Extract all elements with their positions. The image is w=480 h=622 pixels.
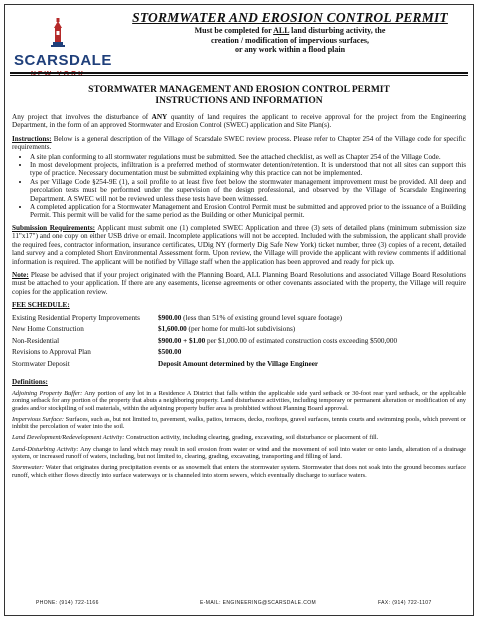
logo-wordmark: SCARSDALE [14, 52, 112, 69]
list-item: • In most development projects, infiltration is a preferred method of stormwater detention/retention. It is understood that not all sites can support this type of practice. Necessary documentation must be submitted explaining why this practice can not be implemented. [30, 161, 466, 178]
fee-schedule-heading: FEE SCHEDULE: [12, 301, 70, 310]
header-line-3: or any work within a flood plain [234, 45, 346, 54]
footer-fax: FAX: (914) 722-1107 [378, 600, 432, 606]
submission-heading: Submission Requirements: [12, 223, 96, 232]
submission-paragraph: Submission Requirements: Applicant must submit one (1) completed SWEC Application and three (3) sets of detailed plans (minimum submission size 11"x17") and one copy on either USB drive or email. Incomplete applications will not be accepted. Included with the submission, the applicant shall provide the required fees, contractor information, insurance certificates, UDig NY (formerly Dig Safe New York) ticket number, three (3) copies of a recent, detailed land survey and a completed Short Environmental Assessment form. Upon review, the Village will provide the applicant with review comments if additional information is required. The applicant will be notified by Village staff when the application has been approved and ready for pick up. [12, 223, 466, 266]
section-title-line-1: STORMWATER MANAGEMENT AND EROSION CONTROL PERMIT [88, 85, 390, 95]
footer-phone: PHONE: (914) 722-1166 [36, 600, 99, 606]
instructions-heading: Instructions: [12, 134, 52, 143]
table-row: New Home Construction $1,600.00 (per home for multi-lot subdivisions) [12, 325, 296, 334]
section-title [10, 85, 468, 107]
table-row: Revisions to Approval Plan $500.00 [12, 348, 182, 357]
header-rule [10, 72, 468, 74]
note-paragraph: Note: Please be advised that if your project originated with the Planning Board, ALL Planning Board Resolutions and associated Village Board Resolutions must be attached to your application. If there are any easements, license agreements or other covenants associated with the property, the Village will require copies for the application review. [12, 270, 466, 296]
definition-item: Impervious Surface: Surfaces, such as, but not limited to, pavement, walks, patios, terraces, decks, rooftops, gravel surfaces, tennis courts and swimming pools, which prevent or inhibit the percolation of water into the soil. [12, 415, 467, 431]
header-line-1: Must be completed for ALL land disturbing activity, the [194, 26, 386, 35]
document-body [12, 113, 466, 483]
page-title: STORMWATER AND EROSION CONTROL PERMIT [132, 10, 448, 25]
definition-item: Stormwater: Water that originates during precipitation events or as snowmelt that enters the stormwater system. Stormwater that does not soak into the ground becomes surface runoff, which either flows directly into surface waterways or is channeled into storm sewers, which eventually discharge to surface waters. [12, 464, 466, 479]
note-heading: Note: [12, 270, 29, 279]
fee-table [12, 314, 452, 372]
all-emphasis: ALL [273, 26, 290, 35]
definition-item: Land-Disturbing Activity: Any change to land which may result in soil erosion from water or wind and the movement of soil into water or onto lands, alteration of a drainage system, or increased runoff of waters, including, but not limited to, clearing, grading, excavating, transporting and filling of land. [12, 445, 466, 460]
instructions-paragraph: Instructions: Below is a general description of the Village of Scarsdale SWEC review process. Please refer to Chapter 254 of the Village code for specific requirements. [12, 134, 466, 152]
list-item: • A completed application for a Stormwater Management and Erosion Control Permit must be submitted and approved prior to the issuance of a Building Permit. This permit will be valid for the same period as the Building or other Municipal permit. [30, 203, 466, 220]
tower-icon [51, 18, 65, 48]
definition-item: Land Development/Redevelopment Activity: Construction activity, including clearing, grading, excavating, soil disturbance or placement of fill. [12, 434, 379, 442]
header-line-2: creation / modification of impervious surfaces, [210, 35, 370, 45]
section-title-line-2: INSTRUCTIONS AND INFORMATION [155, 96, 323, 106]
definitions-list [12, 390, 466, 479]
definition-item: Adjoining Property Buffer: Any portion of any lot in a Residence A District that falls within the applicable side yard setback or 30-foot rear yard setback, or the applicable zoning setback for any portion of the property that abuts a neighboring property. Land disturbance activities, including temporary or permanent alteration or modification of any grades and/or stockpiling of soil materials, within the adjoining property buffer area is prohibited without Planning Board approval. [12, 389, 466, 412]
table-row: Stormwater Deposit Deposit Amount determined by the Village Engineer [12, 359, 319, 368]
table-row: Existing Residential Property Improvements $900.00 (less than 51% of existing ground level square footage) [12, 313, 343, 322]
table-row: Non-Residential $900.00 + $1.00 per $1,000.00 of estimated construction costs exceeding $500,000 [12, 336, 398, 345]
instructions-list [12, 153, 466, 220]
list-item: • As per Village Code §254-9E (1), a soil profile to at least five feet below the stormwater management improvement must be provided. All deep and percolation tests must be performed under the supervision of the design professional, and observed by the Village of Scarsdale Engineering Department. A SWEC will not be reviewed unless these tests have been witnessed. [30, 178, 466, 203]
header [110, 10, 470, 55]
list-item: • A site plan conforming to all stormwater regulations must be submitted. See the attached checklist, as well as Chapter 254 of the Village Code. [30, 153, 466, 161]
intro-paragraph: Any project that involves the disturbance of ANY quantity of land requires the applicant to receive approval for the project from the Engineering Department, in the form of an approved Stormwater and Erosion Control (SWEC) application and Site Plan(s). [12, 113, 466, 130]
footer-email: E-MAIL: ENGINEERING@SCARSDALE.COM [200, 600, 317, 606]
definitions-heading: Definitions: [12, 377, 48, 386]
logo-subtext: NEW YORK [30, 71, 86, 78]
header-rule-thin [10, 75, 468, 76]
